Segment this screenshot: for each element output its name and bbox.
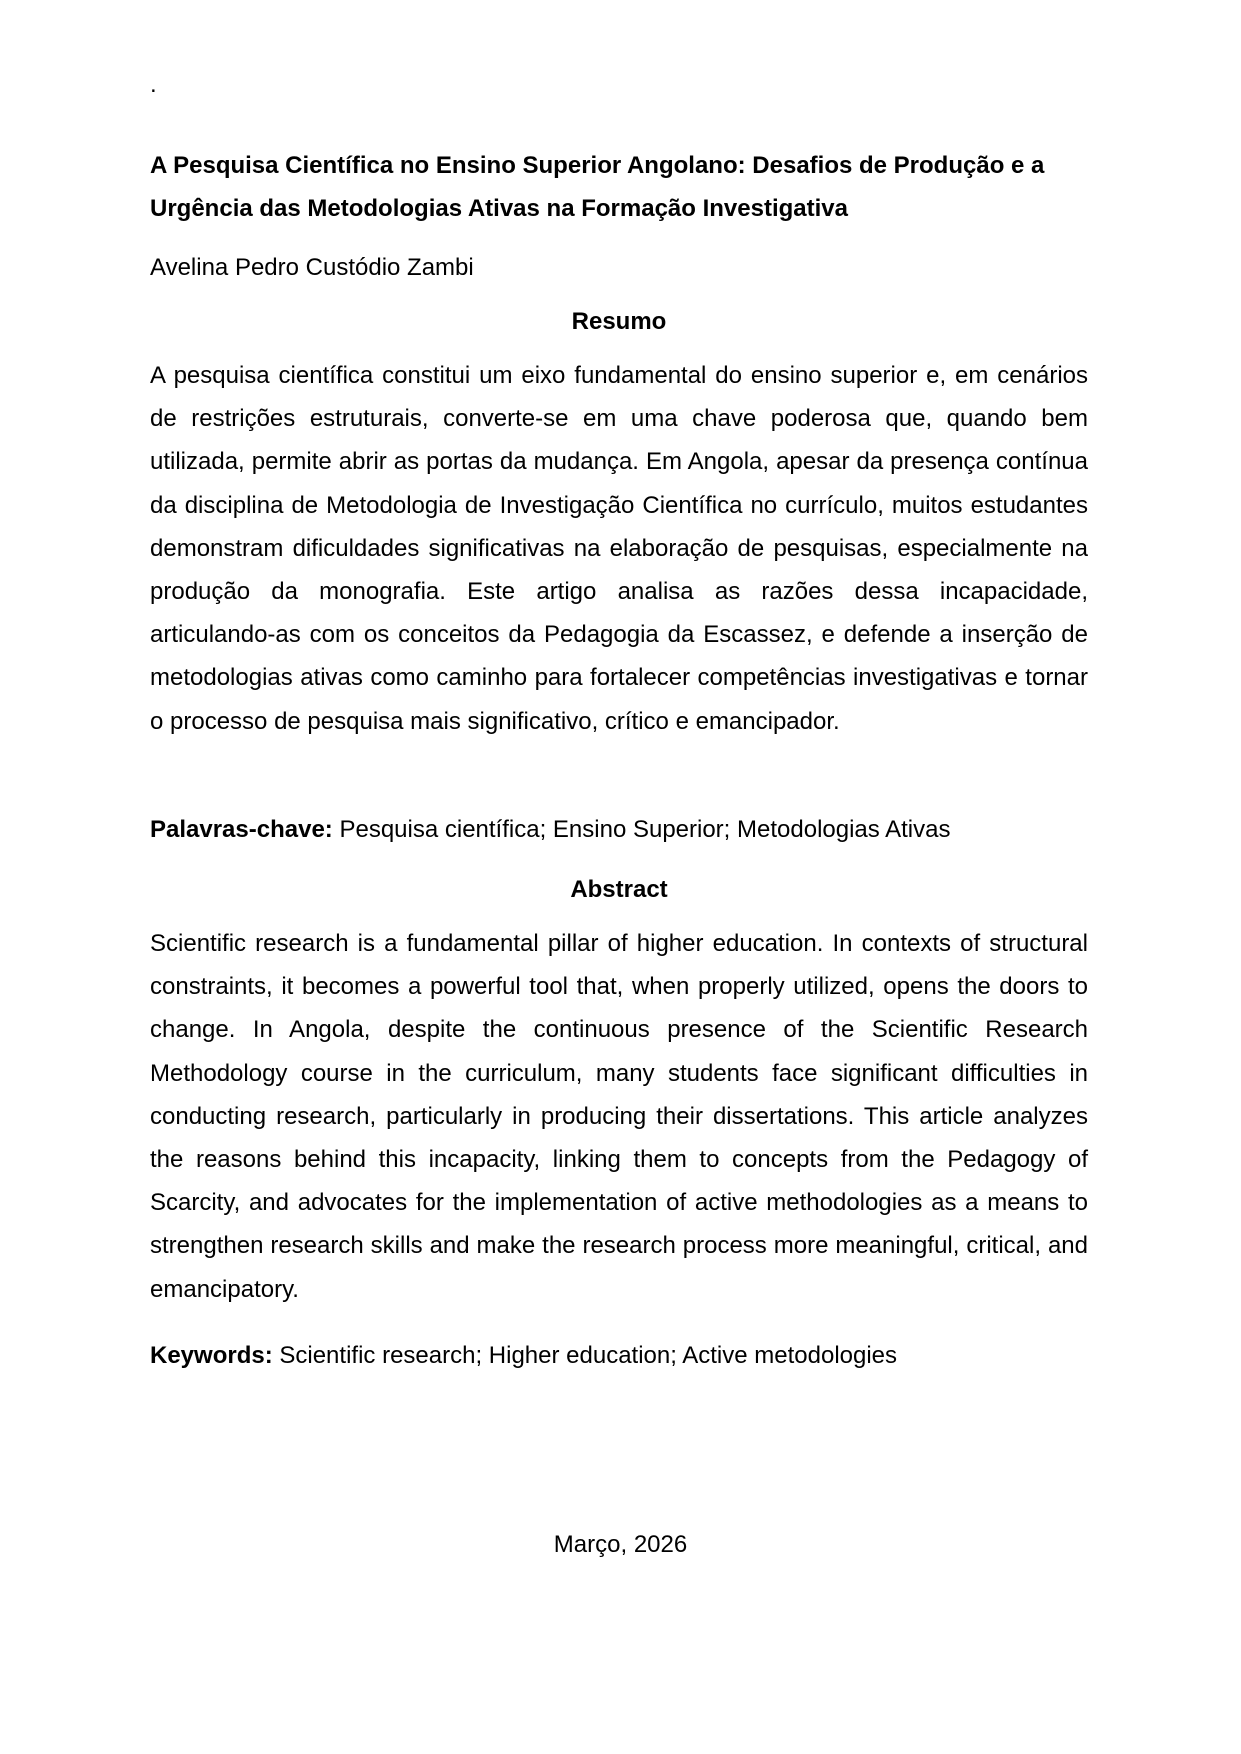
resumo-text: A pesquisa científica constitui um eixo fundamental do ensino superior e, em cenários de restrições estruturais, converte-se em uma chave poderosa que, quando bem utilizada, permite abrir as portas da mudança. Em Angola, apesar da presença contínua da disciplina de Metodologia de Investigação Científica no currículo, muitos estudantes demonstram dificuldades significativas na elaboração de pesquisas, especialmente na produção da monografia. Este artigo analisa as razões dessa incapacidade, articulando-as com os conceitos da Pedagogia da Escassez, e defende a inserção de metodologias ativas como caminho para fortalecer competências investigativas e tornar o processo de pesquisa mais significativo, crítico e emancipador.: [150, 362, 1088, 735]
resumo-keywords-value: Pesquisa científica; Ensino Superior; Metodologias Ativas: [332, 816, 951, 843]
resumo-heading: Resumo: [571, 308, 667, 335]
leading-mark: .: [150, 71, 157, 98]
resumo-keywords-label: Palavras-chave:: [150, 816, 333, 843]
paper-title: A Pesquisa Científica no Ensino Superior Angolano: Desafios de Produção e a Urgência das Metodologias Ativas na Formação Investigativa: [150, 152, 1045, 222]
abstract-keywords-label: Keywords:: [150, 1342, 273, 1369]
publication-date: Março, 2026: [553, 1531, 688, 1558]
abstract-heading: Abstract: [570, 876, 668, 903]
abstract-keywords-value: Scientific research; Higher education; Active metodologies: [272, 1342, 898, 1369]
resumo-keywords: [150, 812, 1088, 848]
abstract-text: Scientific research is a fundamental pillar of higher education. In contexts of structural constraints, it becomes a powerful tool that, when properly utilized, opens the doors to change. In Angola, despite the continuous presence of the Scientific Research Methodology course in the curriculum, many students face significant difficulties in conducting research, particularly in producing their dissertations. This article analyzes the reasons behind this incapacity, linking them to concepts from the Pedagogy of Scarcity, and advocates for the implementation of active methodologies as a means to strengthen research skills and make the research process more meaningful, critical, and emancipatory.: [150, 930, 1088, 1303]
abstract-keywords: [150, 1338, 1088, 1374]
author-name: Avelina Pedro Custódio Zambi: [150, 254, 474, 281]
